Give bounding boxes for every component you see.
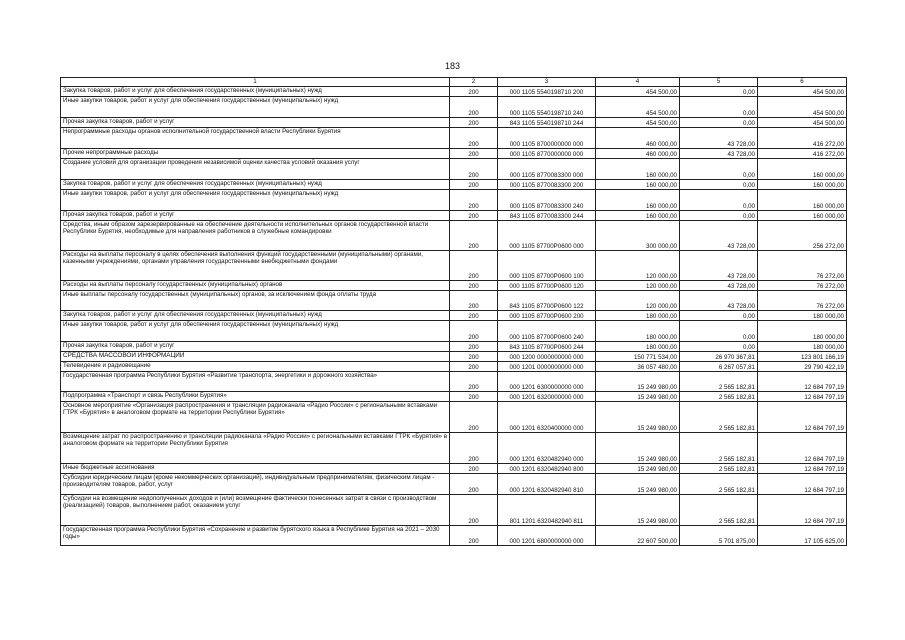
row-name: Основное мероприятие «Организация распространения и трансляции радиоканала «Радио России» с региональными вставками ГТРК «Бурятия» в аналоговом формате на территории Республики Бурятия» bbox=[61, 402, 450, 433]
table-row bbox=[61, 118, 847, 128]
row-name: Иные закупки товаров, работ и услуг для обеспечения государственных (муниципальных) нужд bbox=[61, 321, 450, 342]
row-name: Иные бюджетные ассигнования bbox=[61, 464, 450, 474]
row-budget-code: 000 1201 6320482940 810 bbox=[498, 474, 596, 495]
row-name: Возмещение затрат по распространению и трансляции радиоканала «Радио России» с региональными вставками ГТРК «Бурятия» в аналоговом формате на территории Республики Бурятия bbox=[61, 433, 450, 464]
row-executed-amount: 43 728,00 bbox=[680, 128, 758, 149]
row-approved-amount: 36 057 480,00 bbox=[596, 362, 680, 372]
row-line-code: 200 bbox=[450, 97, 498, 118]
row-line-code: 200 bbox=[450, 190, 498, 211]
row-name: Субсидии на возмещение недополученных доходов и (или) возмещение фактически понесенных затрат в связи с производством (реализацией) товаров, выполнением работ, оказанием услуг bbox=[61, 495, 450, 526]
row-budget-code: 843 1105 87700P0600 244 bbox=[498, 342, 596, 352]
row-line-code: 200 bbox=[450, 118, 498, 128]
row-approved-amount: 160 000,00 bbox=[596, 159, 680, 180]
table-row bbox=[61, 495, 847, 526]
row-budget-code: 000 1201 6800000000 000 bbox=[498, 526, 596, 546]
table-row bbox=[61, 291, 847, 311]
row-executed-amount: 0,00 bbox=[680, 159, 758, 180]
row-remaining-amount: 416 272,00 bbox=[758, 128, 847, 149]
table-row bbox=[61, 392, 847, 402]
column-header: 2 bbox=[450, 78, 498, 87]
row-line-code: 200 bbox=[450, 311, 498, 321]
table-row bbox=[61, 149, 847, 159]
row-budget-code: 000 1105 87700P0600 000 bbox=[498, 221, 596, 251]
row-line-code: 200 bbox=[450, 149, 498, 159]
row-remaining-amount: 160 000,00 bbox=[758, 211, 847, 221]
row-budget-code: 000 1201 6300000000 000 bbox=[498, 372, 596, 392]
row-line-code: 200 bbox=[450, 281, 498, 291]
row-name: Закупка товаров, работ и услуг для обеспечения государственных (муниципальных) нужд bbox=[61, 311, 450, 321]
row-remaining-amount: 17 105 625,00 bbox=[758, 526, 847, 546]
row-approved-amount: 120 000,00 bbox=[596, 281, 680, 291]
row-line-code: 200 bbox=[450, 474, 498, 495]
row-remaining-amount: 123 801 166,19 bbox=[758, 352, 847, 362]
row-remaining-amount: 454 500,00 bbox=[758, 97, 847, 118]
row-approved-amount: 454 500,00 bbox=[596, 87, 680, 97]
row-approved-amount: 15 249 980,00 bbox=[596, 402, 680, 433]
row-executed-amount: 2 565 182,81 bbox=[680, 464, 758, 474]
row-executed-amount: 0,00 bbox=[680, 190, 758, 211]
row-executed-amount: 2 565 182,81 bbox=[680, 433, 758, 464]
row-executed-amount: 2 565 182,81 bbox=[680, 474, 758, 495]
table-body bbox=[61, 78, 847, 546]
row-approved-amount: 180 000,00 bbox=[596, 311, 680, 321]
row-approved-amount: 160 000,00 bbox=[596, 211, 680, 221]
row-approved-amount: 150 771 534,00 bbox=[596, 352, 680, 362]
table-row bbox=[61, 281, 847, 291]
row-remaining-amount: 180 000,00 bbox=[758, 311, 847, 321]
row-line-code: 200 bbox=[450, 221, 498, 251]
row-approved-amount: 454 500,00 bbox=[596, 97, 680, 118]
row-approved-amount: 15 249 980,00 bbox=[596, 392, 680, 402]
row-line-code: 200 bbox=[450, 352, 498, 362]
row-budget-code: 843 1105 8770083300 244 bbox=[498, 211, 596, 221]
row-budget-code: 000 1201 6320482940 800 bbox=[498, 464, 596, 474]
table-row bbox=[61, 190, 847, 211]
row-line-code: 200 bbox=[450, 251, 498, 281]
row-approved-amount: 460 000,00 bbox=[596, 149, 680, 159]
row-line-code: 200 bbox=[450, 291, 498, 311]
row-remaining-amount: 160 000,00 bbox=[758, 159, 847, 180]
row-executed-amount: 43 728,00 bbox=[680, 221, 758, 251]
table-row bbox=[61, 97, 847, 118]
row-remaining-amount: 12 684 797,19 bbox=[758, 372, 847, 392]
row-name: Телевидение и радиовещание bbox=[61, 362, 450, 372]
row-budget-code: 801 1201 6320482940 811 bbox=[498, 495, 596, 526]
row-budget-code: 000 1201 0000000000 000 bbox=[498, 362, 596, 372]
row-remaining-amount: 12 684 797,19 bbox=[758, 433, 847, 464]
row-executed-amount: 0,00 bbox=[680, 118, 758, 128]
table-row bbox=[61, 372, 847, 392]
row-name: Прочая закупка товаров, работ и услуг bbox=[61, 342, 450, 352]
row-line-code: 200 bbox=[450, 392, 498, 402]
row-name: Государственная программа Республики Бурятия «Развитие транспорта, энергетики и дорожного хозяйства» bbox=[61, 372, 450, 392]
row-name: Расходы на выплаты персоналу в целях обеспечения выполнения функций государственными (муниципальными) органами, казенными учреждениями, органами управления государственными внебюджетными фондами bbox=[61, 251, 450, 281]
row-budget-code: 843 1105 87700P0600 122 bbox=[498, 291, 596, 311]
table-header-row bbox=[61, 78, 847, 87]
row-budget-code: 000 1105 8770083300 000 bbox=[498, 159, 596, 180]
row-budget-code: 000 1105 87700P0600 240 bbox=[498, 321, 596, 342]
row-name: Иные закупки товаров, работ и услуг для обеспечения государственных (муниципальных) нужд bbox=[61, 97, 450, 118]
row-budget-code: 000 1105 8770000000 000 bbox=[498, 149, 596, 159]
row-name: Непрограммные расходы органов исполнительной государственной власти Республики Бурятия bbox=[61, 128, 450, 149]
row-approved-amount: 15 249 980,00 bbox=[596, 495, 680, 526]
row-name: Иные выплаты персоналу государственных (муниципальных) органов, за исключением фонда оплаты труда bbox=[61, 291, 450, 311]
row-budget-code: 000 1200 0000000000 000 bbox=[498, 352, 596, 362]
row-executed-amount: 0,00 bbox=[680, 97, 758, 118]
row-remaining-amount: 454 500,00 bbox=[758, 87, 847, 97]
table-row bbox=[61, 311, 847, 321]
row-budget-code: 000 1105 87700P0600 100 bbox=[498, 251, 596, 281]
table-row bbox=[61, 321, 847, 342]
row-remaining-amount: 180 000,00 bbox=[758, 321, 847, 342]
column-header: 4 bbox=[596, 78, 680, 87]
row-remaining-amount: 12 684 797,19 bbox=[758, 402, 847, 433]
row-approved-amount: 454 500,00 bbox=[596, 118, 680, 128]
row-remaining-amount: 454 500,00 bbox=[758, 118, 847, 128]
row-executed-amount: 0,00 bbox=[680, 321, 758, 342]
table-row bbox=[61, 159, 847, 180]
row-name: Создание условий для организации проведения независимой оценки качества условий оказания услуг bbox=[61, 159, 450, 180]
row-budget-code: 000 1201 6320400000 000 bbox=[498, 402, 596, 433]
row-executed-amount: 0,00 bbox=[680, 311, 758, 321]
row-budget-code: 000 1105 8700000000 000 bbox=[498, 128, 596, 149]
row-line-code: 200 bbox=[450, 464, 498, 474]
row-name: Иные закупки товаров, работ и услуг для обеспечения государственных (муниципальных) нужд bbox=[61, 190, 450, 211]
row-remaining-amount: 76 272,00 bbox=[758, 281, 847, 291]
column-header: 1 bbox=[61, 78, 450, 87]
row-budget-code: 843 1105 5540198710 244 bbox=[498, 118, 596, 128]
row-approved-amount: 180 000,00 bbox=[596, 342, 680, 352]
budget-table bbox=[60, 77, 847, 546]
row-budget-code: 000 1105 8770083300 240 bbox=[498, 190, 596, 211]
row-remaining-amount: 29 790 422,19 bbox=[758, 362, 847, 372]
row-budget-code: 000 1201 6320482940 000 bbox=[498, 433, 596, 464]
row-executed-amount: 43 728,00 bbox=[680, 291, 758, 311]
table-row bbox=[61, 526, 847, 546]
table-row bbox=[61, 352, 847, 362]
row-name: Закупка товаров, работ и услуг для обеспечения государственных (муниципальных) нужд bbox=[61, 87, 450, 97]
row-executed-amount: 43 728,00 bbox=[680, 251, 758, 281]
column-header: 6 bbox=[758, 78, 847, 87]
row-executed-amount: 0,00 bbox=[680, 342, 758, 352]
row-name: Прочая закупка товаров, работ и услуг bbox=[61, 118, 450, 128]
row-remaining-amount: 76 272,00 bbox=[758, 291, 847, 311]
row-line-code: 200 bbox=[450, 402, 498, 433]
table-row bbox=[61, 221, 847, 251]
row-remaining-amount: 160 000,00 bbox=[758, 190, 847, 211]
row-name: Закупка товаров, работ и услуг для обеспечения государственных (муниципальных) нужд bbox=[61, 180, 450, 190]
row-approved-amount: 15 249 980,00 bbox=[596, 372, 680, 392]
row-executed-amount: 43 728,00 bbox=[680, 281, 758, 291]
row-approved-amount: 180 000,00 bbox=[596, 321, 680, 342]
row-executed-amount: 2 565 182,81 bbox=[680, 495, 758, 526]
row-approved-amount: 300 000,00 bbox=[596, 221, 680, 251]
table-row bbox=[61, 180, 847, 190]
row-executed-amount: 2 565 182,81 bbox=[680, 392, 758, 402]
row-remaining-amount: 76 272,00 bbox=[758, 251, 847, 281]
table-row bbox=[61, 433, 847, 464]
row-name: Средства, иным образом зарезервированные на обеспечение деятельности исполнительных органов государственной власти Республики Бурятия, необходимые для направления работников в служебные командировки bbox=[61, 221, 450, 251]
column-header: 5 bbox=[680, 78, 758, 87]
row-executed-amount: 2 565 182,81 bbox=[680, 372, 758, 392]
table-row bbox=[61, 251, 847, 281]
table-row bbox=[61, 87, 847, 97]
row-remaining-amount: 180 000,00 bbox=[758, 342, 847, 352]
row-approved-amount: 160 000,00 bbox=[596, 180, 680, 190]
row-budget-code: 000 1105 5540198710 200 bbox=[498, 87, 596, 97]
row-executed-amount: 43 728,00 bbox=[680, 149, 758, 159]
row-name: Подпрограмма «Транспорт и связь Республики Бурятия» bbox=[61, 392, 450, 402]
row-remaining-amount: 160 000,00 bbox=[758, 180, 847, 190]
row-name: Расходы на выплаты персоналу государственных (муниципальных) органов bbox=[61, 281, 450, 291]
row-name: Субсидии юридическим лицам (кроме некоммерческих организаций), индивидуальным предпринимателям, физическим лицам - производителям товаров, работ, услуг bbox=[61, 474, 450, 495]
table-row bbox=[61, 362, 847, 372]
row-line-code: 200 bbox=[450, 180, 498, 190]
row-executed-amount: 26 970 367,81 bbox=[680, 352, 758, 362]
row-line-code: 200 bbox=[450, 433, 498, 464]
row-budget-code: 000 1105 5540198710 240 bbox=[498, 97, 596, 118]
row-remaining-amount: 12 684 797,19 bbox=[758, 474, 847, 495]
row-remaining-amount: 12 684 797,19 bbox=[758, 464, 847, 474]
table-row bbox=[61, 402, 847, 433]
row-budget-code: 000 1105 8770083300 200 bbox=[498, 180, 596, 190]
table-row bbox=[61, 342, 847, 352]
row-approved-amount: 120 000,00 bbox=[596, 251, 680, 281]
row-executed-amount: 0,00 bbox=[680, 211, 758, 221]
row-line-code: 200 bbox=[450, 495, 498, 526]
table-row bbox=[61, 128, 847, 149]
table-row bbox=[61, 211, 847, 221]
row-name: Государственная программа Республики Бурятия «Сохранение и развитие бурятского языка в Республике Бурятия на 2021 – 2030 годы» bbox=[61, 526, 450, 546]
row-budget-code: 000 1105 87700P0600 200 bbox=[498, 311, 596, 321]
row-line-code: 200 bbox=[450, 526, 498, 546]
row-line-code: 200 bbox=[450, 128, 498, 149]
row-budget-code: 000 1105 87700P0600 120 bbox=[498, 281, 596, 291]
row-name: Прочие непрограммные расходы bbox=[61, 149, 450, 159]
row-executed-amount: 2 565 182,81 bbox=[680, 402, 758, 433]
row-name: Прочая закупка товаров, работ и услуг bbox=[61, 211, 450, 221]
page-number: 183 bbox=[444, 61, 461, 71]
row-line-code: 200 bbox=[450, 87, 498, 97]
row-remaining-amount: 416 272,00 bbox=[758, 149, 847, 159]
row-executed-amount: 6 267 057,81 bbox=[680, 362, 758, 372]
row-budget-code: 000 1201 6320000000 000 bbox=[498, 392, 596, 402]
row-line-code: 200 bbox=[450, 362, 498, 372]
row-approved-amount: 15 249 980,00 bbox=[596, 474, 680, 495]
row-remaining-amount: 12 684 797,19 bbox=[758, 495, 847, 526]
row-approved-amount: 15 249 980,00 bbox=[596, 433, 680, 464]
column-header: 3 bbox=[498, 78, 596, 87]
row-remaining-amount: 256 272,00 bbox=[758, 221, 847, 251]
row-line-code: 200 bbox=[450, 342, 498, 352]
row-line-code: 200 bbox=[450, 372, 498, 392]
row-line-code: 200 bbox=[450, 321, 498, 342]
row-approved-amount: 120 000,00 bbox=[596, 291, 680, 311]
row-approved-amount: 15 249 980,00 bbox=[596, 464, 680, 474]
row-line-code: 200 bbox=[450, 159, 498, 180]
row-approved-amount: 160 000,00 bbox=[596, 190, 680, 211]
table-row bbox=[61, 464, 847, 474]
row-executed-amount: 0,00 bbox=[680, 87, 758, 97]
row-approved-amount: 22 607 500,00 bbox=[596, 526, 680, 546]
row-remaining-amount: 12 684 797,19 bbox=[758, 392, 847, 402]
table-row bbox=[61, 474, 847, 495]
row-executed-amount: 5 701 875,00 bbox=[680, 526, 758, 546]
row-name: СРЕДСТВА МАССОВОЙ ИНФОРМАЦИИ bbox=[61, 352, 450, 362]
row-executed-amount: 0,00 bbox=[680, 180, 758, 190]
row-approved-amount: 460 000,00 bbox=[596, 128, 680, 149]
row-line-code: 200 bbox=[450, 211, 498, 221]
